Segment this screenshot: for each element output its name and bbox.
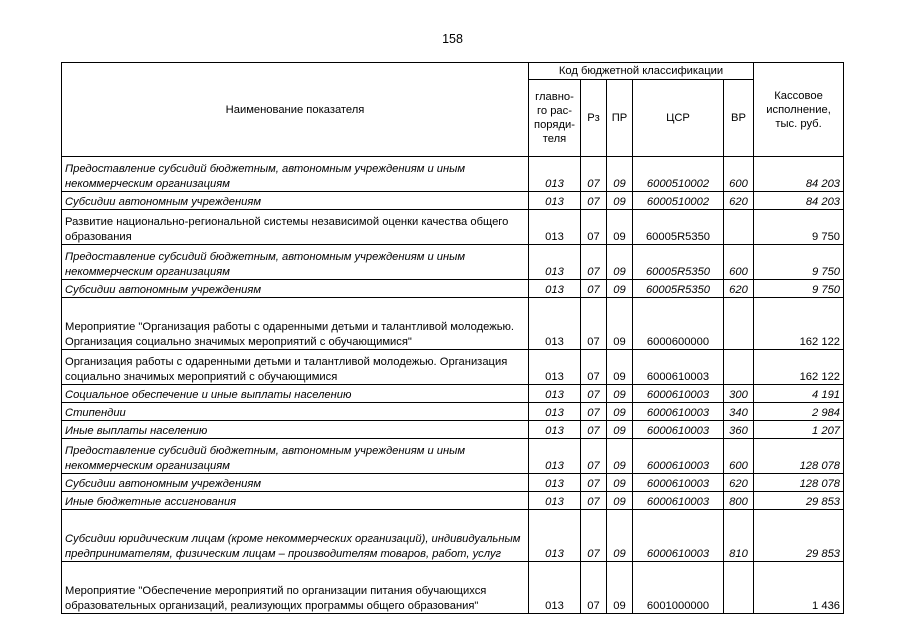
header-name: Наименование показателя <box>62 63 529 157</box>
row-vr: 360 <box>724 421 754 439</box>
row-main-manager: 013 <box>529 421 581 439</box>
row-csr: 6000610003 <box>633 510 724 562</box>
row-name: Иные выплаты населению <box>62 421 529 439</box>
row-main-manager: 013 <box>529 210 581 245</box>
row-vr: 600 <box>724 245 754 280</box>
row-rz: 07 <box>581 421 607 439</box>
row-name: Предоставление субсидий бюджетным, автономным учреждениям и иным некоммерческим организациям <box>62 439 529 474</box>
row-pr: 09 <box>607 245 633 280</box>
row-vr <box>724 350 754 385</box>
row-name: Предоставление субсидий бюджетным, автономным учреждениям и иным некоммерческим организациям <box>62 245 529 280</box>
table-row <box>62 510 844 562</box>
row-pr: 09 <box>607 492 633 510</box>
header-pr: ПР <box>607 80 633 157</box>
row-rz: 07 <box>581 474 607 492</box>
row-name: Социальное обеспечение и иные выплаты населению <box>62 385 529 403</box>
row-csr: 6000510002 <box>633 192 724 210</box>
table-row <box>62 421 844 439</box>
row-vr <box>724 210 754 245</box>
row-main-manager: 013 <box>529 298 581 350</box>
row-vr <box>724 298 754 350</box>
row-amount: 162 122 <box>754 298 844 350</box>
row-rz: 07 <box>581 562 607 614</box>
row-csr: 6000610003 <box>633 385 724 403</box>
row-vr <box>724 562 754 614</box>
row-vr: 620 <box>724 474 754 492</box>
row-amount: 84 203 <box>754 192 844 210</box>
row-csr: 60005R5350 <box>633 210 724 245</box>
row-csr: 6000610003 <box>633 421 724 439</box>
header-csr: ЦСР <box>633 80 724 157</box>
row-csr: 60005R5350 <box>633 280 724 298</box>
budget-table <box>61 62 844 614</box>
row-rz: 07 <box>581 157 607 192</box>
row-rz: 07 <box>581 245 607 280</box>
row-name: Предоставление субсидий бюджетным, автономным учреждениям и иным некоммерческим организациям <box>62 157 529 192</box>
row-name: Субсидии юридическим лицам (кроме некоммерческих организаций), индивидуальным предпринимателям, физическим лицам – производителям товаров, работ, услуг <box>62 510 529 562</box>
row-rz: 07 <box>581 510 607 562</box>
row-vr: 600 <box>724 439 754 474</box>
row-name: Субсидии автономным учреждениям <box>62 474 529 492</box>
row-pr: 09 <box>607 210 633 245</box>
row-amount: 9 750 <box>754 245 844 280</box>
row-amount: 1 436 <box>754 562 844 614</box>
row-pr: 09 <box>607 562 633 614</box>
row-vr: 340 <box>724 403 754 421</box>
row-rz: 07 <box>581 439 607 474</box>
row-name: Организация работы с одаренными детьми и талантливой молодежью. Организация социально значимых мероприятий с обучающимися <box>62 350 529 385</box>
header-rz: Рз <box>581 80 607 157</box>
row-vr: 600 <box>724 157 754 192</box>
header-main-manager: главно-го рас-поряди-теля <box>529 80 581 157</box>
row-rz: 07 <box>581 210 607 245</box>
table-row <box>62 350 844 385</box>
table-row <box>62 474 844 492</box>
row-main-manager: 013 <box>529 439 581 474</box>
row-pr: 09 <box>607 474 633 492</box>
row-csr: 6000610003 <box>633 474 724 492</box>
header-cash: Кассовое исполнение, тыс. руб. <box>754 63 844 157</box>
row-csr: 6000610003 <box>633 439 724 474</box>
row-rz: 07 <box>581 192 607 210</box>
row-main-manager: 013 <box>529 280 581 298</box>
row-rz: 07 <box>581 280 607 298</box>
table-row <box>62 192 844 210</box>
row-main-manager: 013 <box>529 510 581 562</box>
row-amount: 29 853 <box>754 492 844 510</box>
row-name: Субсидии автономным учреждениям <box>62 280 529 298</box>
row-amount: 2 984 <box>754 403 844 421</box>
row-rz: 07 <box>581 298 607 350</box>
header-row-1 <box>62 63 844 80</box>
table-row <box>62 562 844 614</box>
row-rz: 07 <box>581 403 607 421</box>
row-amount: 128 078 <box>754 439 844 474</box>
row-rz: 07 <box>581 350 607 385</box>
table-row <box>62 280 844 298</box>
row-vr: 800 <box>724 492 754 510</box>
table-row <box>62 439 844 474</box>
row-main-manager: 013 <box>529 192 581 210</box>
row-amount: 128 078 <box>754 474 844 492</box>
table-row <box>62 403 844 421</box>
row-pr: 09 <box>607 439 633 474</box>
row-vr: 810 <box>724 510 754 562</box>
row-main-manager: 013 <box>529 474 581 492</box>
row-csr: 6001000000 <box>633 562 724 614</box>
table-row <box>62 210 844 245</box>
row-vr: 620 <box>724 192 754 210</box>
page-number: 158 <box>442 32 463 46</box>
row-main-manager: 013 <box>529 157 581 192</box>
row-main-manager: 013 <box>529 403 581 421</box>
row-amount: 9 750 <box>754 280 844 298</box>
row-name: Развитие национально-региональной системы независимой оценки качества общего образования <box>62 210 529 245</box>
row-pr: 09 <box>607 385 633 403</box>
row-csr: 6000600000 <box>633 298 724 350</box>
row-name: Мероприятие "Организация работы с одаренными детьми и талантливой молодежью. Организация социально значимых мероприятий с обучающимися" <box>62 298 529 350</box>
row-amount: 4 191 <box>754 385 844 403</box>
row-rz: 07 <box>581 385 607 403</box>
table-row <box>62 385 844 403</box>
row-pr: 09 <box>607 298 633 350</box>
row-pr: 09 <box>607 280 633 298</box>
row-name: Субсидии автономным учреждениям <box>62 192 529 210</box>
row-csr: 60005R5350 <box>633 245 724 280</box>
row-csr: 6000610003 <box>633 350 724 385</box>
row-main-manager: 013 <box>529 492 581 510</box>
table-body <box>62 157 844 614</box>
row-pr: 09 <box>607 510 633 562</box>
row-rz: 07 <box>581 492 607 510</box>
row-main-manager: 013 <box>529 385 581 403</box>
table-row <box>62 245 844 280</box>
row-amount: 84 203 <box>754 157 844 192</box>
header-budget-code: Код бюджетной классификации <box>529 63 754 80</box>
row-csr: 6000610003 <box>633 403 724 421</box>
row-name: Стипендии <box>62 403 529 421</box>
table-row <box>62 157 844 192</box>
row-amount: 29 853 <box>754 510 844 562</box>
row-main-manager: 013 <box>529 245 581 280</box>
row-csr: 6000510002 <box>633 157 724 192</box>
table-row <box>62 298 844 350</box>
row-main-manager: 013 <box>529 562 581 614</box>
row-pr: 09 <box>607 192 633 210</box>
row-amount: 1 207 <box>754 421 844 439</box>
row-pr: 09 <box>607 403 633 421</box>
row-vr: 300 <box>724 385 754 403</box>
row-name: Иные бюджетные ассигнования <box>62 492 529 510</box>
row-vr: 620 <box>724 280 754 298</box>
row-pr: 09 <box>607 350 633 385</box>
row-name: Мероприятие "Обеспечение мероприятий по организации питания обучающихся образовательных организаций, реализующих программы общего образования" <box>62 562 529 614</box>
row-pr: 09 <box>607 157 633 192</box>
row-main-manager: 013 <box>529 350 581 385</box>
row-pr: 09 <box>607 421 633 439</box>
row-amount: 162 122 <box>754 350 844 385</box>
row-amount: 9 750 <box>754 210 844 245</box>
table-row <box>62 492 844 510</box>
header-vr: ВР <box>724 80 754 157</box>
row-csr: 6000610003 <box>633 492 724 510</box>
